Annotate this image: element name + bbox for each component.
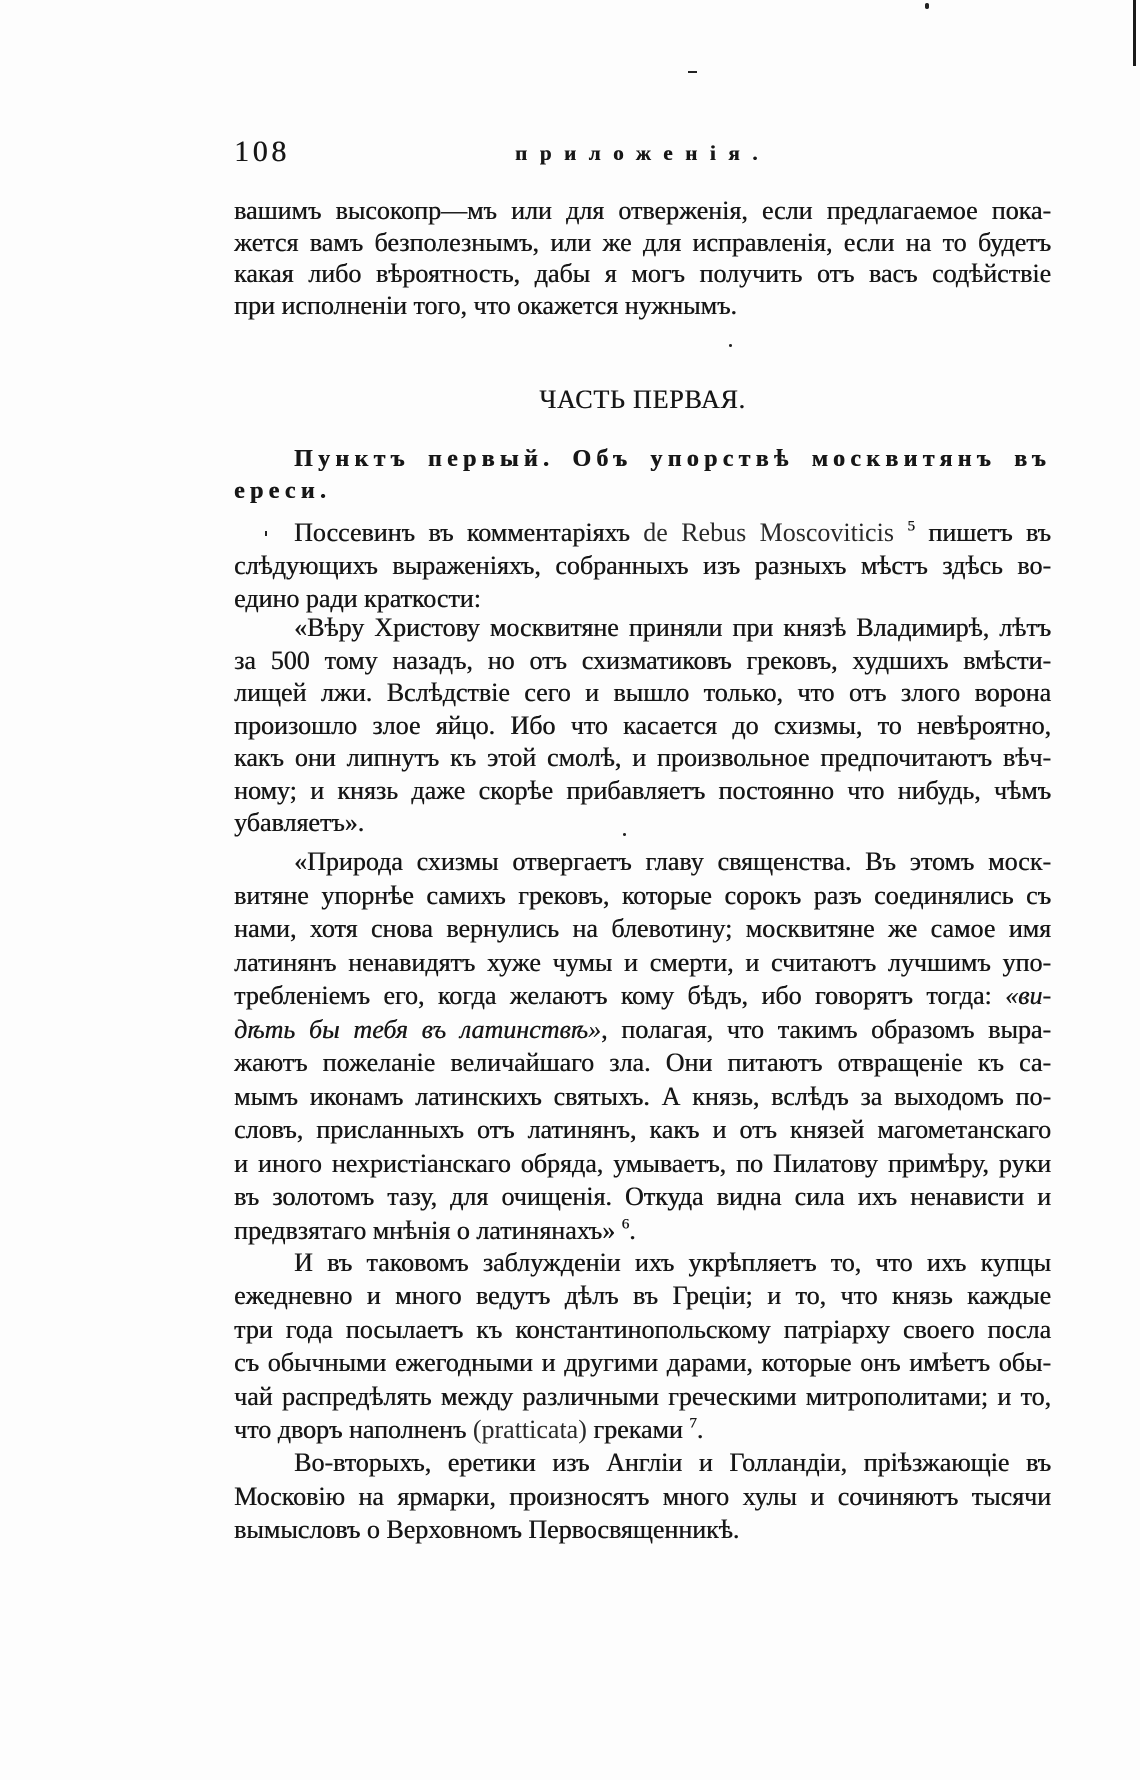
scan-speck: [688, 71, 697, 73]
text-line: витяне упорнѣе самихъ грековъ, которые сорокъ разъ соединялись съ: [234, 880, 1051, 910]
footnote-ref: 5: [907, 518, 915, 535]
latin-run: (pratticata): [472, 1414, 587, 1444]
text-line: Московію на ярмарки, произносятъ много хулы и сочиняютъ тысячи: [234, 1481, 1051, 1511]
text-line: «Вѣру Христову москвитяне приняли при князѣ Владимирѣ, лѣтъ: [294, 613, 1051, 642]
text-run: .: [696, 1414, 704, 1444]
text-line: произошло злое яйцо. Ибо что касается до схизмы, то невѣроятно,: [234, 710, 1051, 740]
footnote-ref: 7: [689, 1415, 697, 1432]
body-paragraph: [234, 516, 1051, 615]
text-run: .: [629, 1215, 636, 1245]
text-line: ереси.: [234, 478, 332, 504]
text-run: , полагая, что такимъ образомъ выра-: [601, 1014, 1051, 1044]
text-line: вымысловъ о Верховномъ Первосвященникѣ.: [234, 1515, 740, 1544]
text-line: убавляетъ».: [234, 808, 365, 837]
text-line: чай распредѣлять между различными греческими митрополитами; и то,: [234, 1381, 1051, 1411]
page-number: 108: [234, 135, 290, 168]
text-line: жаютъ пожеланіе величайшаго зла. Они питаютъ отвращеніе къ са-: [234, 1048, 1051, 1077]
text-line: какая либо вѣроятность, дабы я могъ получить отъ васъ содѣйствіе: [234, 259, 1051, 289]
text-line: Пунктъ первый. Объ упорствѣ москвитянъ въ: [294, 446, 1051, 472]
text-line: [234, 979, 1051, 1013]
text-line: при исполненіи того, что окажется нужнымъ.: [234, 290, 737, 320]
text-line: [234, 1013, 1051, 1047]
text-line: нами, хотя снова вернулись на блевотину; москвитяне же самое имя: [234, 914, 1051, 943]
text-line: «Природа схизмы отвергаетъ главу священства. Въ этомъ моск-: [294, 847, 1051, 876]
text-line: какъ они липнутъ къ этой смолѣ, и произвольное предпочитаютъ вѣч-: [234, 743, 1051, 772]
text-line: слѣдующихъ выраженіяхъ, собранныхъ изъ разныхъ мѣстъ здѣсь во-: [234, 551, 1051, 580]
body-paragraph: [234, 612, 1051, 840]
text-line: латинянъ ненавидятъ хуже чумы и смерти, и считаютъ лучшимъ упо-: [234, 947, 1051, 977]
text-line: вашимъ высокопр—мъ или для отверженія, если предлагаемое пока-: [234, 196, 1051, 225]
text-line: и иного нехристіанскаго обряда, умываетъ, по Пилатову примѣру, руки: [234, 1148, 1051, 1178]
scan-speck: [925, 3, 929, 9]
text-run: предвзятаго мнѣнія о латинянахъ»: [234, 1215, 622, 1245]
scan-edge-line: [1133, 0, 1136, 66]
text-run: пишетъ въ: [914, 518, 1051, 547]
text-line: [234, 1214, 1051, 1248]
text-line: жется вамъ безполезнымъ, или же для исправленія, если на то будетъ: [234, 227, 1051, 257]
footnote-ref: 6: [621, 1215, 630, 1232]
body-paragraph: [234, 1246, 1051, 1446]
section-title: ЧАСТЬ ПЕРВАЯ.: [539, 385, 746, 414]
italic-run: «ви-: [1005, 981, 1051, 1010]
text-line: [234, 1413, 1051, 1446]
text-line: за 500 тому назадъ, но отъ схизматиковъ грековъ, худшихъ вмѣсти-: [234, 645, 1051, 675]
text-line: лищей лжи. Вслѣдствіе сего и вышло только, что отъ злого ворона: [234, 678, 1051, 707]
text-line: И въ таковомъ заблужденіи ихъ укрѣпляетъ то, что ихъ купцы: [294, 1248, 1051, 1277]
latin-run: de Rebus Moscoviticis: [643, 518, 908, 547]
text-line: съ обычными ежегодными и другими дарами, которые онъ имѣетъ обы-: [234, 1348, 1051, 1378]
running-head: приложенія.: [515, 141, 771, 165]
text-line: Во-вторыхъ, еретики изъ Англіи и Голландіи, пріѣзжающіе въ: [294, 1448, 1051, 1477]
scan-speck: [729, 344, 732, 347]
text-line: ному; и князь даже скорѣе прибавляетъ постоянно что нибудь, чѣмъ: [234, 775, 1051, 805]
text-line: въ золотомъ тазу, для очищенія. Откуда видна сила ихъ ненависти и: [234, 1182, 1051, 1211]
point-heading: [234, 443, 1051, 507]
text-line: мымъ иконамъ латинскихъ святыхъ. А князь, вслѣдъ за выходомъ по-: [234, 1081, 1051, 1111]
text-run: Поссевинъ въ комментаріяхъ: [294, 518, 644, 547]
text-run: греками: [586, 1414, 690, 1444]
text-line: ежедневно и много ведутъ дѣлъ въ Греціи; и то, что князь каждые: [234, 1281, 1051, 1311]
text-run: что дворъ наполненъ: [234, 1414, 473, 1444]
text-run: требленіемъ его, когда желаютъ кому бѣдъ, ибо говорятъ тогда:: [234, 981, 1006, 1010]
body-paragraph: [234, 1446, 1051, 1547]
intro-paragraph: [234, 195, 1051, 321]
italic-run: дѣть бы тебя въ латинствѣ»: [234, 1014, 601, 1044]
text-line: [234, 516, 1051, 549]
text-line: словъ, присланныхъ отъ латинянъ, какъ и отъ князей магометанскаго: [234, 1115, 1051, 1144]
text-line: едино ради краткости:: [234, 584, 481, 613]
text-line: три года посылаетъ къ константинопольскому патріарху своего посла: [234, 1314, 1051, 1344]
body-paragraph: [234, 845, 1051, 1247]
